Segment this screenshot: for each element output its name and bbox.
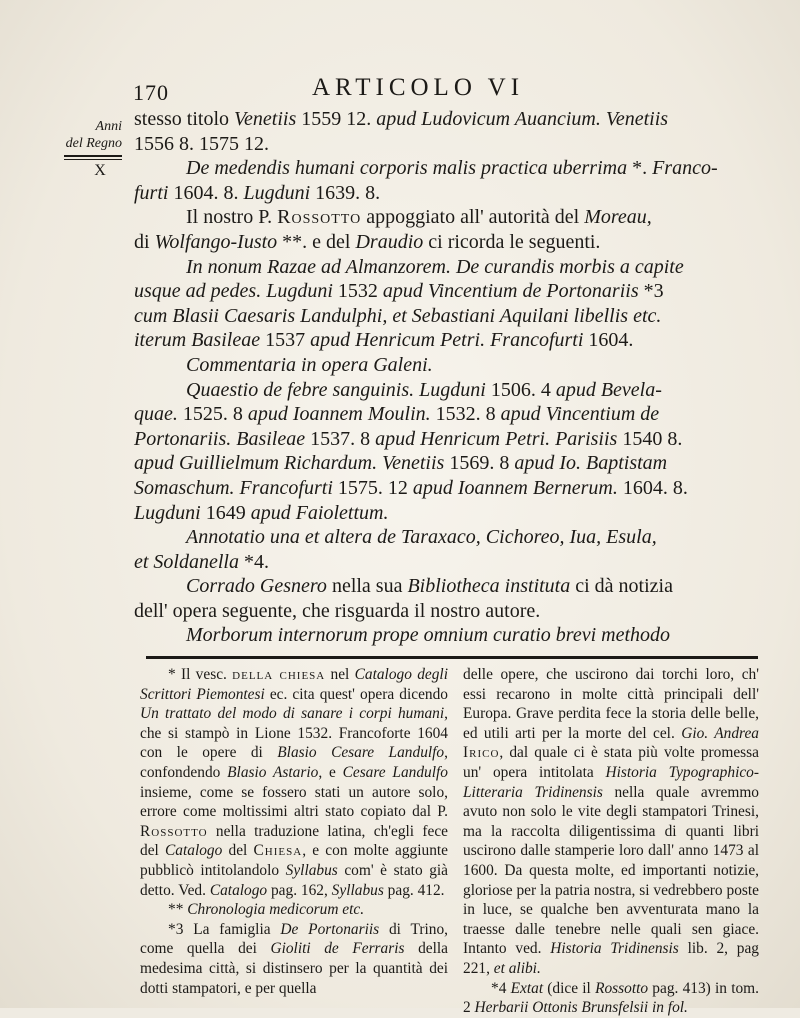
footnotes-right-column xyxy=(463,665,759,1018)
margin-rule xyxy=(64,159,122,160)
text-line: Annotatio una et altera de Taraxaco, Cichoreo, Iua, Esula, xyxy=(186,526,657,549)
text-line: In nonum Razae ad Almanzorem. De curandis morbis a capite xyxy=(186,255,684,278)
text-line: Il nostro P. Rossotto appoggiato all' autorità del Moreau, xyxy=(186,206,652,229)
footnote: * Il vesc. della chiesa nel Catalogo degli Scrittori Piemontesi ec. cita quest' opera dicendo Un trattato del modo di sanare i corpi humani, che si stampò in Lione 1532. Francoforte 1604 con le opere di Blasio Cesare Landulfo, confondendo Blasio Astario, e Cesare Landulfo insieme, come se fossero stati un autore solo, errore come moltissimi altri stato copiato dal P. Rossotto nella traduzione latina, ch'egli fece del Catalogo del Chiesa, e con molte aggiunte pubblicò intitolandolo Syllabus com' è stato già detto. Ved. Catalogo pag. 162, Syllabus pag. 412. xyxy=(140,666,449,899)
footnote: *3 La famiglia De Portonariis di Trino, come quella dei Gioliti de Ferraris della medesima città, si distinsero per la quantità dei dotti stampatori, e per quella xyxy=(140,920,449,997)
margin-rule xyxy=(64,155,122,157)
text-line: usque ad pedes. Lugduni 1532 apud Vincentium de Portonariis *3 xyxy=(134,280,664,303)
text-line: et Soldanella *4. xyxy=(134,550,269,573)
footnote: *4 Extat (dice il Rossotto pag. 413) in tom. 2 Herbarii Ottonis Brunsfelsii in fol. xyxy=(463,979,759,1017)
text-line: Commentaria in opera Galeni. xyxy=(186,353,433,376)
text-line: quae. 1525. 8 apud Ioannem Moulin. 1532. 8 apud Vincentium de xyxy=(134,403,660,426)
text-line: Somaschum. Francofurti 1575. 12 apud Ioannem Bernerum. 1604. 8. xyxy=(134,476,688,499)
margin-note-line: Anni xyxy=(95,119,122,134)
text-line: cum Blasii Caesaris Landulphi, et Sebastiani Aquilani libellis etc. xyxy=(134,304,662,327)
text-line: De medendis humani corporis malis practica uberrima *. Franco- xyxy=(186,157,718,180)
text-line: iterum Basileae 1537 apud Henricum Petri. Francofurti 1604. xyxy=(134,329,634,352)
footnote-continuation: delle opere, che uscirono dai torchi loro, ch' essi recarono in molte città principali dell' Europa. Grave perdita fece la storia delle belle, ed utili arti per la morte del cel. Gio. Andrea Irico, dal quale ci è stata più volte promessa un' opera intitolata Historia Typographico-Litteraria Tridinensis nella quale avremmo avuto non solo le vite degli stampatori Trinesi, ma la raccolta diligentissima di quanti libri uscirono dalle stamperie loro dall' anno 1473 al 1600. Da questa molte, ed importanti notizie, gloriose per la patria nostra, si vedrebbero poste in luce, se qualche ben avventurata mano la traesse dalle tenebre nelle quali sen giace. Intanto ved. Historia Tridinensis lib. 2, pag 221, et alibi. xyxy=(463,666,760,977)
footnote-divider xyxy=(146,656,758,659)
text-line: Corrado Gesnero nella sua Bibliotheca instituta ci dà notizia xyxy=(186,575,673,598)
running-title: ARTICOLO VI xyxy=(312,74,525,101)
text-line: Quaestio de febre sanguinis. Lugduni 1506. 4 apud Bevela- xyxy=(186,378,662,401)
text-line: dell' opera seguente, che risguarda il nostro autore. xyxy=(134,599,541,622)
main-text xyxy=(134,107,757,648)
text-line: apud Guillielmum Richardum. Venetiis 1569. 8 apud Io. Baptistam xyxy=(134,452,668,475)
text-line: Morborum internorum prope omnium curatio brevi methodo xyxy=(186,624,671,647)
margin-note-line: del Regno xyxy=(65,136,122,151)
text-line: Portonariis. Basileae 1537. 8 apud Henricum Petri. Parisiis 1540 8. xyxy=(134,427,683,450)
text-line: Lugduni 1649 apud Faiolettum. xyxy=(134,501,389,524)
footnote: ** Chronologia medicorum etc. xyxy=(168,901,365,919)
text-line: stesso titolo Venetiis 1559 12. apud Ludovicum Auancium. Venetiis xyxy=(134,108,669,130)
margin-note xyxy=(56,118,122,179)
page-number: 170 xyxy=(133,80,169,105)
text-line: 1556 8. 1575 12. xyxy=(134,132,269,155)
footnotes-left-column xyxy=(140,665,448,998)
text-line: furti 1604. 8. Lugduni 1639. 8. xyxy=(134,181,381,204)
text-line: di Wolfango-Iusto **. e del Draudio ci ricorda le seguenti. xyxy=(134,230,601,253)
margin-numeral: X xyxy=(94,162,106,179)
